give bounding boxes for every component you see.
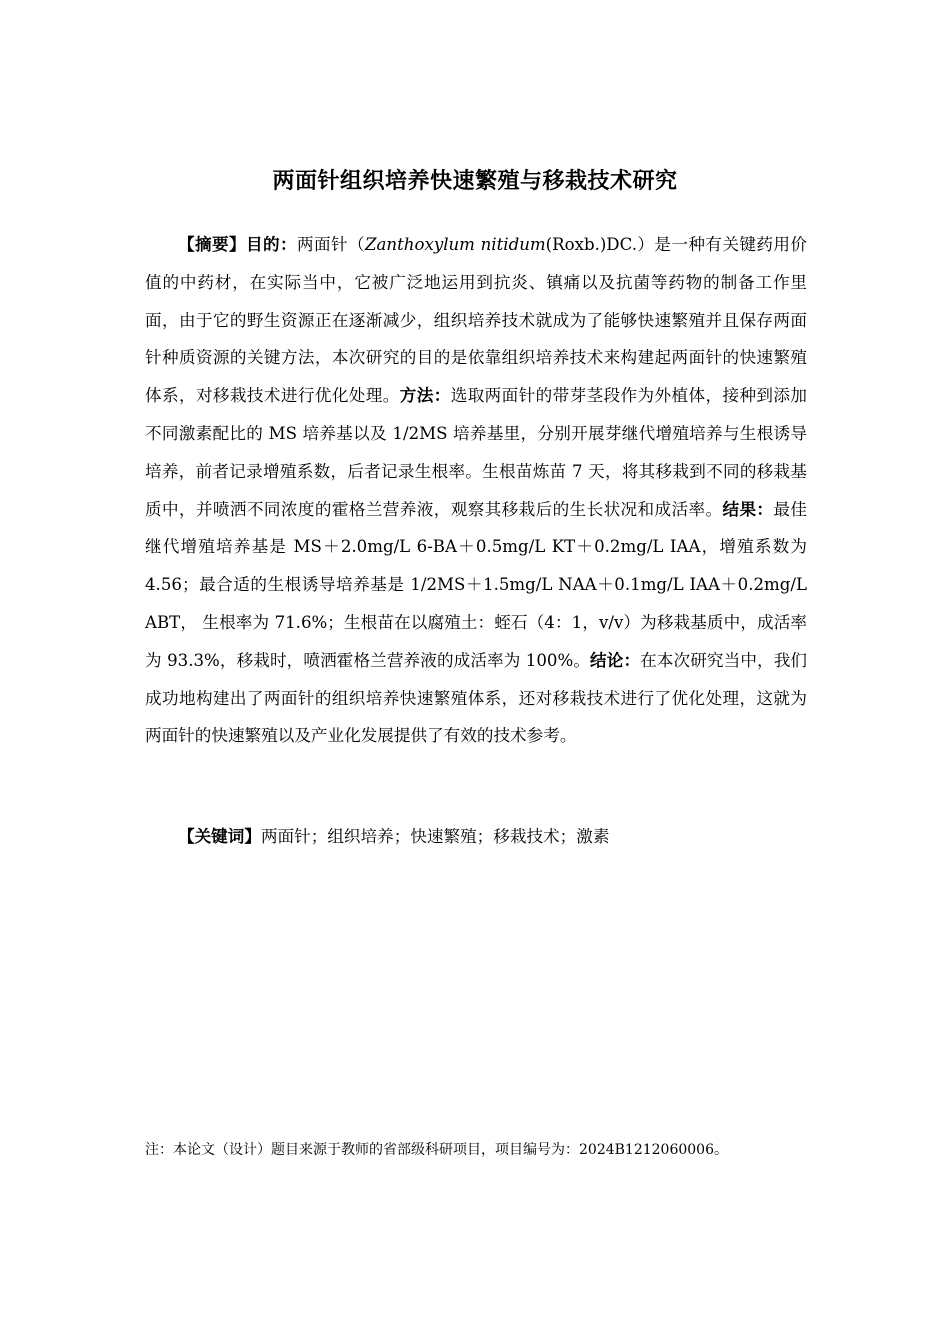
abstract-label: 【摘要】 (178, 235, 246, 254)
conclusion-label: 结论： (590, 650, 641, 670)
footnote: 注：本论文（设计）题目来源于教师的省部级科研项目，项目编号为：2024B1212060006。 (145, 1142, 728, 1158)
species-name: Zanthoxylum nitidum (365, 235, 546, 254)
abstract-paragraph (145, 226, 807, 755)
objective-label: 目的： (246, 235, 297, 254)
objective-text-pre: 两面针（ (297, 235, 365, 254)
result-label: 结果： (722, 499, 774, 519)
page-title: 两面针组织培养快速繁殖与移栽技术研究 (272, 168, 678, 194)
method-label: 方法： (399, 386, 451, 406)
result-text: 最佳继代增殖培养基是 MS＋2.0mg/L 6-BA＋0.5mg/L KT＋0.2mg/L IAA，增殖系数为 4.56；最合适的生根诱导培养基是 1/2MS＋1.5mg/L NAA＋0.1mg/L IAA＋0.2mg/L ABT， 生根率为 71.6%；生根苗在以腐殖土：蛭石（4：1，v/v）为移栽基质中，成活率为 93.3%，移栽时，喷洒霍格兰营养液的成活率为 100%。 (145, 499, 807, 670)
objective-text: (Roxb.)DC.）是一种有关键药用价值的中药材，在实际当中，它被广泛地运用到抗炎、镇痛以及抗菌等药物的制备工作里面，由于它的野生资源正在逐渐减少，组织培养技术就成为了能够快速繁殖并且保存两面针种质资源的关键方法，本次研究的目的是依靠组织培养技术来构建起两面针的快速繁殖体系，对移栽技术进行优化处理。 (145, 235, 807, 406)
keywords-text: 两面针；组织培养；快速繁殖；移栽技术；激素 (260, 827, 610, 846)
conclusion-text: 在本次研究当中，我们成功地构建出了两面针的组织培养快速繁殖体系，还对移栽技术进行了优化处理，这就为两面针的快速繁殖以及产业化发展提供了有效的技术参考。 (145, 650, 808, 746)
method-text: 选取两面针的带芽茎段作为外植体，接种到添加不同激素配比的 MS 培养基以及 1/2MS 培养基里，分别开展芽继代增殖培养与生根诱导培养，前者记录增殖系数，后者记录生根率。生根苗炼苗 7 天，将其移栽到不同的移栽基质中，并喷洒不同浓度的霍格兰营养液，观察其移栽后的生长状况和成活率。 (145, 386, 807, 519)
keywords-line (178, 818, 808, 856)
keywords-label: 【关键词】 (178, 827, 261, 846)
